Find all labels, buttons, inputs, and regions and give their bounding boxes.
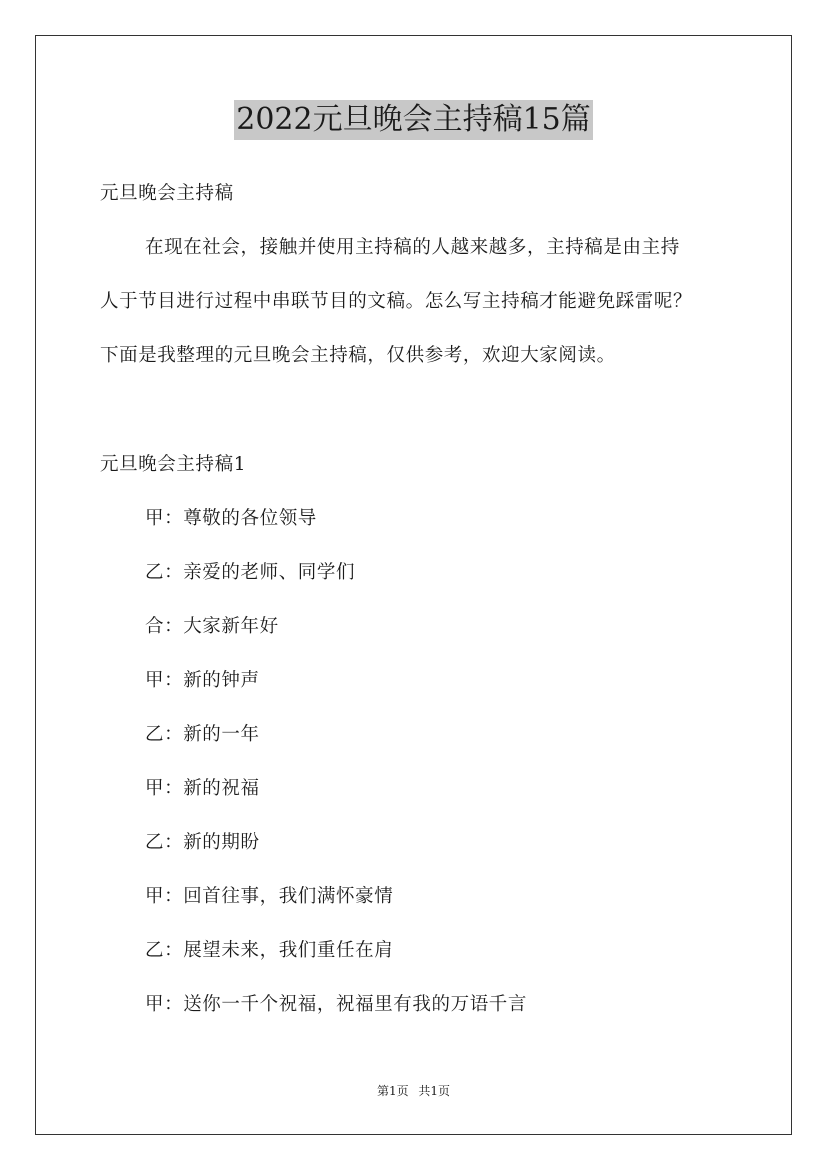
section-heading: 元旦晚会主持稿1 [100, 454, 247, 475]
page-number-total: 共1页 [418, 1084, 451, 1098]
intro-line-2: 人于节目进行过程中串联节目的文稿。怎么写主持稿才能避免踩雷呢？ [100, 291, 693, 312]
dialogue-line: 甲：新的祝福 [145, 778, 260, 799]
intro-line-1: 在现在社会，接触并使用主持稿的人越来越多，主持稿是由主持 [145, 237, 680, 258]
intro-heading: 元旦晚会主持稿 [100, 183, 234, 204]
dialogue-line: 乙：展望未来，我们重任在肩 [145, 940, 394, 961]
dialogue-line: 甲：新的钟声 [145, 670, 260, 691]
dialogue-line: 乙：亲爱的老师、同学们 [145, 562, 356, 583]
document-title-wrap [0, 100, 827, 144]
intro-line-3: 下面是我整理的元旦晚会主持稿，仅供参考，欢迎大家阅读。 [100, 345, 616, 366]
dialogue-line: 乙：新的一年 [145, 724, 260, 745]
page-number-current: 第1页 [376, 1084, 409, 1098]
document-title: 2022元旦晚会主持稿15篇 [234, 100, 593, 140]
dialogue-line: 乙：新的期盼 [145, 832, 260, 853]
page-footer [0, 1083, 827, 1099]
dialogue-line: 甲：尊敬的各位领导 [145, 508, 317, 529]
dialogue-line: 甲：送你一千个祝福，祝福里有我的万语千言 [145, 994, 528, 1015]
dialogue-line: 甲：回首往事，我们满怀豪情 [145, 886, 394, 907]
dialogue-line: 合：大家新年好 [145, 616, 279, 637]
